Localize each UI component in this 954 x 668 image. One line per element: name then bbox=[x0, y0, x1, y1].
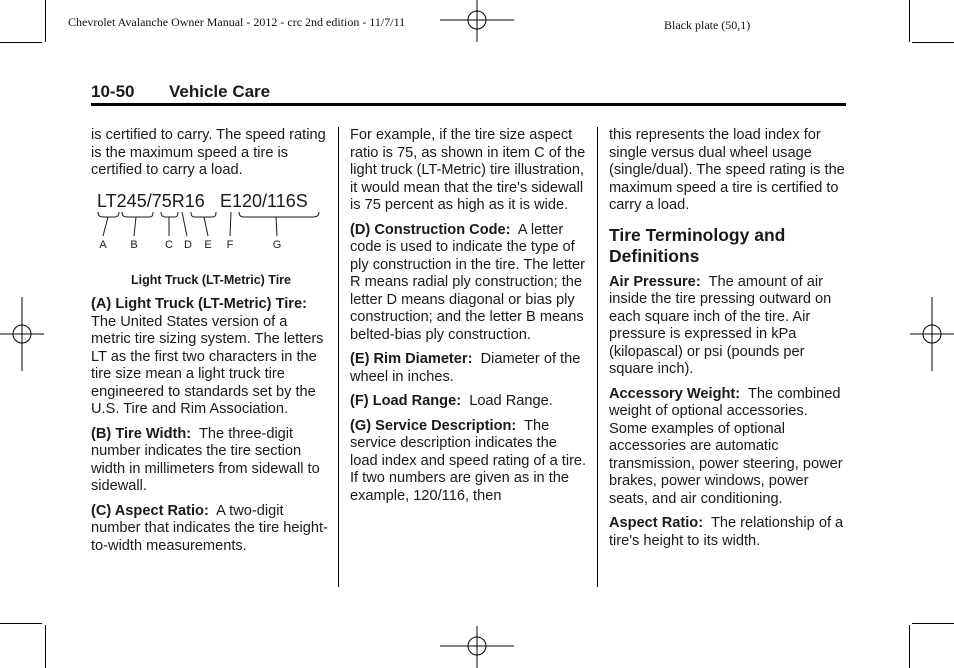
figure-letter-e: E bbox=[204, 238, 212, 251]
term-description: A two-digit number that indicates the tire height-to-width measurements. bbox=[91, 502, 328, 554]
crop-mark-bottom-left-vertical bbox=[45, 625, 46, 668]
page-number: 10-50 bbox=[91, 82, 135, 101]
section-title: Vehicle Care bbox=[169, 82, 271, 101]
registration-mark-right-icon bbox=[910, 297, 954, 371]
term-label: (D) Construction Code bbox=[350, 221, 506, 238]
term-accessory-weight: Accessory Weight: The combined weight of optional accessories. Some examples of optional accessories are automatic transmission, power steering, power brakes, power windows, power seats, and air conditioning. bbox=[609, 385, 843, 507]
term-description: The relationship of a tire's height to its width. bbox=[609, 515, 844, 549]
col3-intro: this represents the load index for single versus dual wheel usage (single/dual). The speed rating is the maximum speed a tire is certified to carry a load. bbox=[609, 127, 845, 213]
figure-letter-a: A bbox=[99, 238, 107, 251]
page-heading bbox=[91, 81, 846, 106]
figure-caption: Light Truck (LT-Metric) Tire bbox=[131, 272, 291, 287]
crop-mark-top-left-horizontal bbox=[0, 42, 42, 43]
registration-mark-top-icon bbox=[440, 0, 514, 44]
column-separator-2 bbox=[597, 127, 598, 587]
tire-code-right: E120/116S bbox=[220, 190, 308, 211]
crop-mark-top-right-vertical bbox=[909, 0, 910, 42]
term-label: (E) Rim Diameter bbox=[350, 351, 468, 367]
term-light-truck: (A) Light Truck (LT-Metric) Tire: The United States version of a metric tire sizing system. The letters LT as the first two characters in the tire size mean a light truck tire engineered to standards set by the U.S. Tire and Rim Association. bbox=[91, 296, 324, 417]
col1-intro: is certified to carry. The speed rating is the maximum speed a tire is certified to carry a load. bbox=[91, 127, 326, 178]
tire-figure bbox=[91, 184, 331, 272]
term-description: Load Range. bbox=[469, 393, 553, 409]
term-description: The United States version of a metric tire sizing system. The letters LT as the first two characters in the tire size mean a light truck tire engineered to standards set by the U.S. Tire and Rim Association. bbox=[91, 313, 324, 417]
figure-letter-f: F bbox=[226, 238, 234, 251]
term-description: The combined weight of optional accessories. Some examples of optional accessories are automatic transmission, power steering, power brakes, power windows, power seats, and air conditioning. bbox=[609, 385, 843, 507]
term-service-description: (G) Service Description: The service description indicates the load index and speed rating of a tire. If two numbers are given as in the example, 120/116, then bbox=[350, 417, 587, 504]
section-heading: Tire Terminology and Definitions bbox=[609, 224, 786, 266]
crop-mark-top-left-vertical bbox=[45, 0, 46, 42]
term-tire-width: (B) Tire Width: The three-digit number indicates the tire section width in millimeters from sidewall to sidewall. bbox=[91, 425, 320, 494]
term-label: Accessory Weight bbox=[609, 385, 736, 402]
figure-letter-b: B bbox=[130, 238, 138, 251]
registration-mark-left-icon bbox=[0, 297, 44, 371]
term-label: (B) Tire Width bbox=[91, 425, 187, 442]
term-label: Air Pressure bbox=[609, 273, 696, 290]
tire-size-illustration bbox=[91, 184, 327, 272]
figure-letter-c: C bbox=[165, 238, 173, 251]
column-1 bbox=[91, 127, 331, 562]
term-description: The amount of air inside the tire pressing outward on each square inch of the tire. Air pressure is expressed in kPa (kilopascal) or psi (pounds per square inch). bbox=[609, 273, 832, 377]
term-description: The service description indicates the load index and speed rating of a tire. If two numbers are given as in the example, 120/116, then bbox=[350, 417, 587, 504]
column-3 bbox=[609, 127, 849, 557]
term-label: (A) Light Truck (LT-Metric) Tire bbox=[91, 296, 303, 312]
crop-mark-top-right-horizontal bbox=[912, 42, 954, 43]
term-description: Diameter of the wheel in inches. bbox=[350, 351, 581, 385]
term-aspect-ratio-c: (C) Aspect Ratio: A two-digit number that indicates the tire height-to-width measurements. bbox=[91, 502, 328, 554]
figure-letter-g: G bbox=[272, 238, 282, 251]
manual-title: Chevrolet Avalanche Owner Manual - 2012 - crc 2nd edition - 11/7/11 bbox=[68, 15, 406, 29]
crop-mark-bottom-left-horizontal bbox=[0, 623, 42, 624]
plate-label: Black plate (50,1) bbox=[664, 18, 751, 32]
term-label: (G) Service Description bbox=[350, 417, 512, 434]
column-2 bbox=[350, 127, 588, 512]
tire-code-left: LT245/75R16 bbox=[97, 190, 205, 211]
figure-letter-d: D bbox=[184, 238, 192, 251]
registration-mark-bottom-icon bbox=[440, 624, 514, 668]
term-aspect-ratio: Aspect Ratio: The relationship of a tire's height to its width. bbox=[609, 515, 844, 549]
term-label: (C) Aspect Ratio bbox=[91, 502, 204, 519]
term-load-range: (F) Load Range: Load Range. bbox=[350, 393, 553, 409]
crop-mark-bottom-right-vertical bbox=[909, 625, 910, 668]
term-construction-code: (D) Construction Code: A letter code is used to indicate the type of ply construction in the tire. The letter R means radial ply construction; the letter D means diagonal or bias ply construction; and the letter B means belted-bias ply construction. bbox=[350, 221, 585, 343]
crop-mark-bottom-right-horizontal bbox=[912, 623, 954, 624]
term-description: A letter code is used to indicate the type of ply construction in the tire. The letter R means radial ply construction; the letter D means diagonal or bias ply construction; and the letter B means belted-bias ply construction. bbox=[350, 221, 585, 343]
term-description: The three-digit number indicates the tire section width in millimeters from sidewall to sidewall. bbox=[91, 425, 320, 494]
term-rim-diameter: (E) Rim Diameter: Diameter of the wheel in inches. bbox=[350, 351, 581, 385]
column-separator-1 bbox=[338, 127, 339, 587]
term-label: Aspect Ratio bbox=[609, 515, 699, 531]
term-air-pressure: Air Pressure: The amount of air inside the tire pressing outward on each square inch of the tire. Air pressure is expressed in kPa (kilopascal) or psi (pounds per square inch). bbox=[609, 273, 832, 377]
term-label: (F) Load Range bbox=[350, 393, 457, 409]
col2-intro: For example, if the tire size aspect ratio is 75, as shown in item C of the light truck (LT-Metric) tire illustration, it would mean that the tire's sidewall is 75 percent as high as it is wide. bbox=[350, 127, 586, 213]
